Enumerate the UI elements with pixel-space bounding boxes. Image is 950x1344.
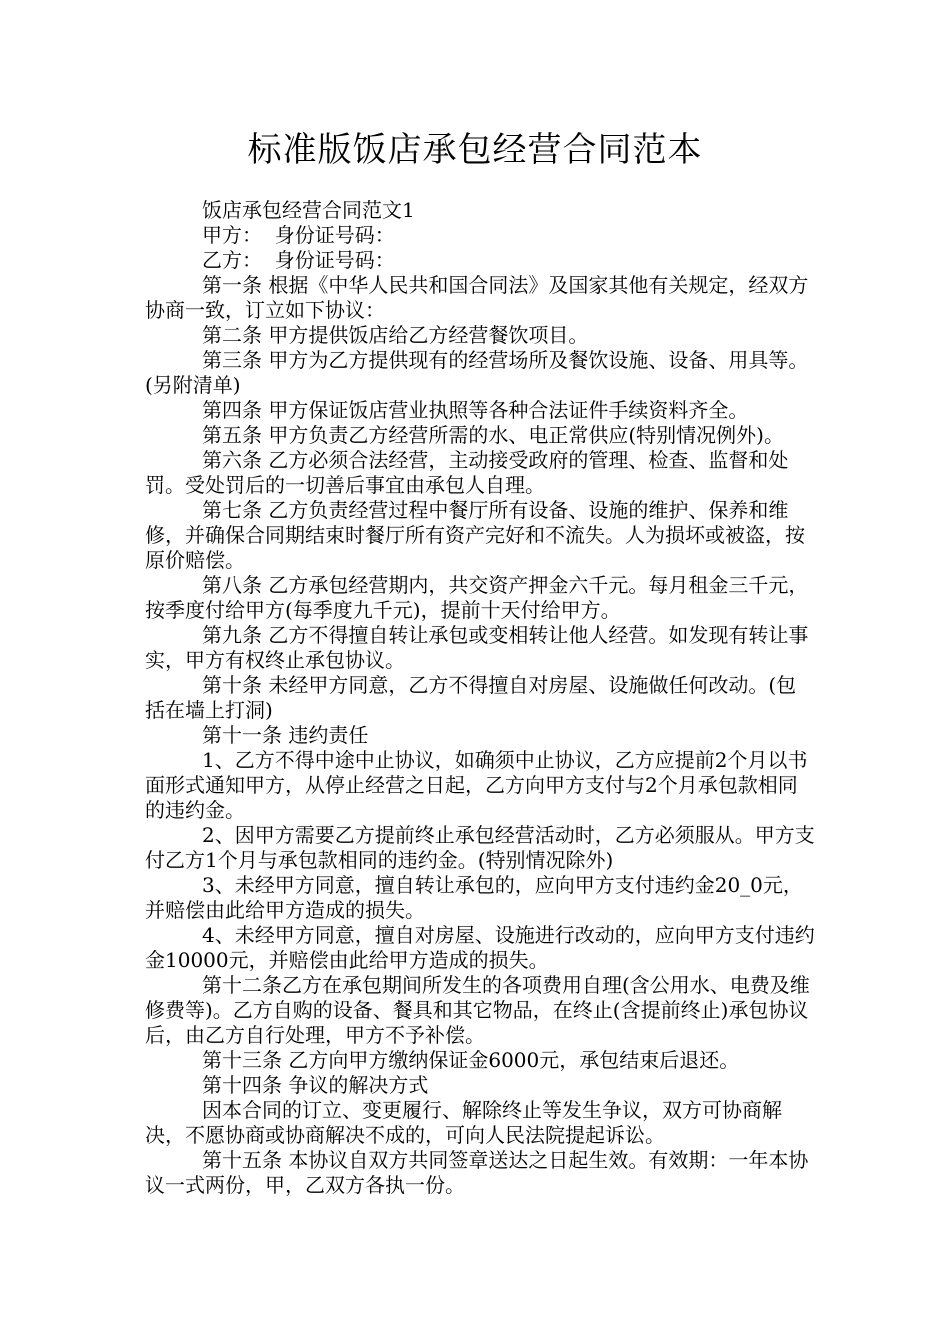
paragraph-party-a: 甲方： 身份证号码：: [202, 223, 395, 247]
clause-1: 第一条 根据《中华人民共和国合同法》及国家其他有关规定，经双方协商一致，订立如下协议：: [145, 273, 809, 322]
clause-12: 第十二条乙方在承包期间所发生的各项费用自理(含公用水、电费及维修费等)。乙方自购的设备、餐具和其它物品，在终止(含提前终止)承包协议后，由乙方自行处理，甲方不予补偿。: [145, 973, 810, 1047]
clause-11-item-4: 4、未经甲方同意，擅自对房屋、设施进行改动的，应向甲方支付违约金10000元，并赔偿由此给甲方造成的损失。: [145, 923, 815, 972]
clause-14-heading: 第十四条 争议的解决方式: [202, 1073, 429, 1097]
clause-11-item-3: 3、未经甲方同意，擅自转让承包的，应向甲方支付违约金20_0元，并赔偿由此给甲方造成的损失。: [145, 873, 803, 922]
document-body: [145, 198, 815, 1198]
clause-10: 第十条 未经甲方同意，乙方不得擅自对房屋、设施做任何改动。(包括在墙上打洞): [145, 673, 797, 722]
paragraph-party-b: 乙方： 身份证号码：: [202, 248, 395, 272]
clause-6: 第六条 乙方必须合法经营，主动接受政府的管理、检查、监督和处罚。受处罚后的一切善后事宜由承包人自理。: [145, 448, 789, 497]
clause-3: 第三条 甲方为乙方提供现有的经营场所及餐饮设施、设备、用具等。(另附清单): [145, 348, 809, 397]
clause-11-item-2: 2、因甲方需要乙方提前终止承包经营活动时，乙方必须服从。甲方支付乙方1个月与承包款相同的违约金。(特别情况除外): [145, 823, 815, 872]
clause-9: 第九条 乙方不得擅自转让承包或变相转让他人经营。如发现有转让事实，甲方有权终止承包协议。: [145, 623, 809, 672]
clause-14-body: 因本合同的订立、变更履行、解除终止等发生争议，双方可协商解决，不愿协商或协商解决不成的，可向人民法院提起诉讼。: [145, 1098, 782, 1147]
clause-11-heading: 第十一条 违约责任: [202, 723, 369, 747]
clause-11-item-1: 1、乙方不得中途中止协议，如确须中止协议，乙方应提前2个月以书面形式通知甲方，从停止经营之日起，乙方向甲方支付与2个月承包款相同的违约金。: [145, 748, 808, 822]
clause-2: 第二条 甲方提供饭店给乙方经营餐饮项目。: [202, 323, 589, 347]
clause-5: 第五条 甲方负责乙方经营所需的水、电正常供应(特别情况例外)。: [202, 423, 784, 447]
paragraph-heading: 饭店承包经营合同范文1: [202, 198, 415, 222]
clause-7: 第七条 乙方负责经营过程中餐厅所有设备、设施的维护、保养和维修，并确保合同期结束时餐厅所有资产完好和不流失。人为损坏或被盗，按原价赔偿。: [145, 498, 805, 572]
clause-4: 第四条 甲方保证饭店营业执照等各种合法证件手续资料齐全。: [202, 398, 749, 422]
clause-13: 第十三条 乙方向甲方缴纳保证金6000元，承包结束后退还。: [202, 1048, 740, 1072]
document-title: 标准版饭店承包经营合同范本: [247, 130, 703, 170]
clause-8: 第八条 乙方承包经营期内，共交资产押金六千元。每月租金三千元，按季度付给甲方(每季度九千元)，提前十天付给甲方。: [145, 573, 809, 622]
clause-15: 第十五条 本协议自双方共同签章送达之日起生效。有效期：一年本协议一式两份，甲，乙双方各执一份。: [145, 1148, 809, 1197]
